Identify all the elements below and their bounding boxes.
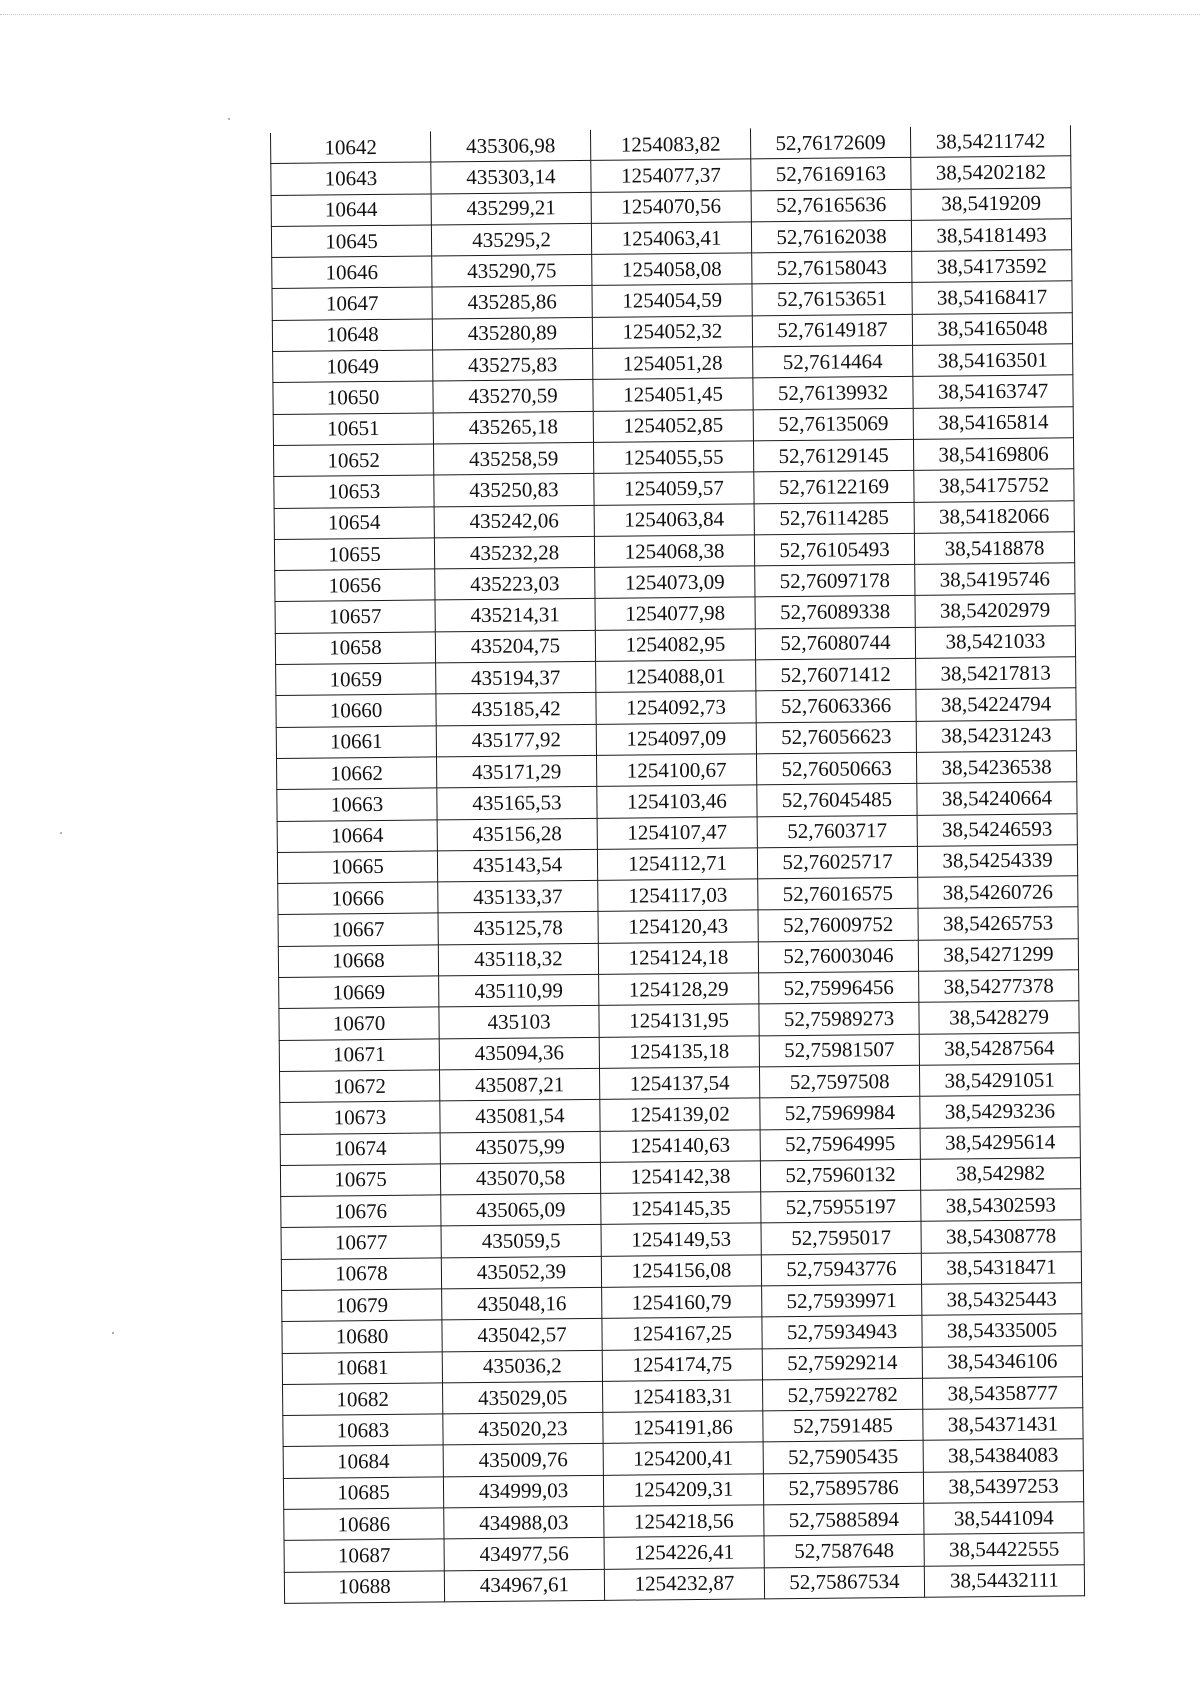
y-coordinate-cell: 1254092,73: [596, 691, 756, 724]
latitude-cell: 52,76050663: [756, 752, 916, 785]
longitude-cell: 38,542982: [920, 1158, 1080, 1191]
latitude-cell: 52,75929214: [762, 1347, 922, 1380]
point-number-cell: 10649: [273, 350, 433, 383]
latitude-cell: 52,75905435: [763, 1441, 923, 1474]
scan-top-edge: [0, 14, 1200, 15]
x-coordinate-cell: 435081,54: [440, 1100, 600, 1133]
point-number-cell: 10642: [270, 131, 430, 163]
longitude-cell: 38,54224794: [916, 688, 1076, 721]
x-coordinate-cell: 435204,75: [435, 630, 595, 663]
longitude-cell: 38,54335005: [922, 1314, 1082, 1347]
x-coordinate-cell: 435059,5: [441, 1225, 601, 1258]
latitude-cell: 52,76105493: [754, 533, 914, 566]
y-coordinate-cell: 1254052,32: [592, 316, 752, 349]
longitude-cell: 38,54181493: [911, 219, 1071, 252]
latitude-cell: 52,76169163: [751, 158, 911, 191]
y-coordinate-cell: 1254117,03: [598, 879, 758, 912]
point-number-cell: 10674: [280, 1132, 440, 1165]
longitude-cell: 38,54169806: [913, 438, 1073, 471]
latitude-cell: 52,75922782: [762, 1378, 922, 1411]
point-number-cell: 10682: [283, 1383, 443, 1416]
x-coordinate-cell: 435280,89: [432, 317, 592, 350]
x-coordinate-cell: 435232,28: [434, 536, 594, 569]
latitude-cell: 52,75885894: [764, 1503, 924, 1536]
latitude-cell: 52,7587648: [764, 1535, 924, 1568]
longitude-cell: 38,5421033: [915, 626, 1075, 659]
point-number-cell: 10688: [284, 1571, 444, 1604]
longitude-cell: 38,5419209: [911, 187, 1071, 220]
longitude-cell: 38,54231243: [916, 719, 1076, 752]
latitude-cell: 52,75981507: [759, 1034, 919, 1067]
latitude-cell: 52,75989273: [759, 1003, 919, 1036]
x-coordinate-cell: 435070,58: [440, 1162, 600, 1195]
point-number-cell: 10667: [278, 913, 438, 946]
longitude-cell: 38,54246593: [917, 813, 1077, 846]
point-number-cell: 10656: [275, 569, 435, 602]
point-number-cell: 10663: [277, 788, 437, 821]
latitude-cell: 52,76080744: [755, 627, 915, 660]
point-number-cell: 10666: [278, 882, 438, 915]
longitude-cell: 38,54217813: [916, 657, 1076, 690]
y-coordinate-cell: 1254156,08: [601, 1255, 761, 1288]
longitude-cell: 38,54163747: [913, 375, 1073, 408]
latitude-cell: 52,7614464: [753, 345, 913, 378]
y-coordinate-cell: 1254052,85: [593, 410, 753, 443]
document-table-wrapper: [270, 125, 1084, 1604]
x-coordinate-cell: 435177,92: [436, 724, 596, 757]
longitude-cell: 38,54202979: [915, 594, 1075, 627]
latitude-cell: 52,76025717: [757, 846, 917, 879]
y-coordinate-cell: 1254051,45: [593, 378, 753, 411]
y-coordinate-cell: 1254135,18: [599, 1035, 759, 1068]
x-coordinate-cell: 435295,2: [431, 223, 591, 256]
x-coordinate-cell: 435194,37: [436, 661, 596, 694]
y-coordinate-cell: 1254097,09: [596, 723, 756, 756]
y-coordinate-cell: 1254191,86: [603, 1411, 763, 1444]
x-coordinate-cell: 435270,59: [433, 380, 593, 413]
latitude-cell: 52,75895786: [763, 1472, 923, 1505]
y-coordinate-cell: 1254063,41: [591, 222, 751, 255]
point-number-cell: 10683: [283, 1414, 443, 1447]
longitude-cell: 38,54293236: [920, 1095, 1080, 1128]
longitude-cell: 38,54291051: [919, 1064, 1079, 1097]
point-number-cell: 10648: [272, 319, 432, 352]
longitude-cell: 38,54168417: [912, 281, 1072, 314]
y-coordinate-cell: 1254070,56: [591, 190, 751, 223]
longitude-cell: 38,54308778: [921, 1220, 1081, 1253]
scan-speck: [112, 1332, 114, 1334]
y-coordinate-cell: 1254139,02: [600, 1098, 760, 1131]
x-coordinate-cell: 435165,53: [437, 787, 597, 820]
y-coordinate-cell: 1254149,53: [601, 1223, 761, 1256]
point-number-cell: 10681: [282, 1351, 442, 1384]
x-coordinate-cell: 435075,99: [440, 1131, 600, 1164]
point-number-cell: 10651: [273, 413, 433, 446]
longitude-cell: 38,54240664: [917, 782, 1077, 815]
longitude-cell: 38,5441094: [924, 1502, 1084, 1535]
latitude-cell: 52,76172609: [750, 127, 910, 159]
y-coordinate-cell: 1254051,28: [593, 347, 753, 380]
y-coordinate-cell: 1254120,43: [598, 910, 758, 943]
y-coordinate-cell: 1254054,59: [592, 284, 752, 317]
point-number-cell: 10658: [275, 632, 435, 665]
longitude-cell: 38,54202182: [911, 156, 1071, 189]
point-number-cell: 10654: [274, 507, 434, 540]
point-number-cell: 10669: [279, 976, 439, 1009]
x-coordinate-cell: 435242,06: [434, 505, 594, 538]
point-number-cell: 10679: [282, 1289, 442, 1322]
x-coordinate-cell: 435052,39: [441, 1256, 601, 1289]
latitude-cell: 52,76139932: [753, 377, 913, 410]
point-number-cell: 10680: [282, 1320, 442, 1353]
coordinates-table-body: [270, 125, 1084, 1603]
longitude-cell: 38,54163501: [913, 344, 1073, 377]
latitude-cell: 52,76097178: [755, 564, 915, 597]
y-coordinate-cell: 1254073,09: [595, 566, 755, 599]
y-coordinate-cell: 1254088,01: [596, 660, 756, 693]
longitude-cell: 38,54236538: [916, 751, 1076, 784]
x-coordinate-cell: 435065,09: [441, 1193, 601, 1226]
point-number-cell: 10686: [284, 1508, 444, 1541]
point-number-cell: 10657: [275, 600, 435, 633]
longitude-cell: 38,54165814: [913, 406, 1073, 439]
point-number-cell: 10685: [283, 1477, 443, 1510]
latitude-cell: 52,76158043: [752, 252, 912, 285]
x-coordinate-cell: 435048,16: [442, 1287, 602, 1320]
longitude-cell: 38,54173592: [912, 250, 1072, 283]
longitude-cell: 38,54384083: [923, 1439, 1083, 1472]
point-number-cell: 10665: [277, 851, 437, 884]
y-coordinate-cell: 1254063,84: [594, 503, 754, 536]
point-number-cell: 10664: [277, 819, 437, 852]
y-coordinate-cell: 1254083,82: [590, 128, 750, 160]
y-coordinate-cell: 1254128,29: [599, 973, 759, 1006]
latitude-cell: 52,76063366: [756, 690, 916, 723]
latitude-cell: 52,76153651: [752, 283, 912, 316]
x-coordinate-cell: 434999,03: [443, 1475, 603, 1508]
x-coordinate-cell: 435299,21: [431, 192, 591, 225]
x-coordinate-cell: 435214,31: [435, 599, 595, 632]
x-coordinate-cell: 435290,75: [432, 255, 592, 288]
latitude-cell: 52,76056623: [756, 721, 916, 754]
longitude-cell: 38,54295614: [920, 1126, 1080, 1159]
y-coordinate-cell: 1254103,46: [597, 785, 757, 818]
point-number-cell: 10677: [281, 1226, 441, 1259]
longitude-cell: 38,54358777: [922, 1377, 1082, 1410]
latitude-cell: 52,7591485: [763, 1409, 923, 1442]
point-number-cell: 10684: [283, 1445, 443, 1478]
longitude-cell: 38,54254339: [917, 845, 1077, 878]
longitude-cell: 38,54397253: [923, 1471, 1083, 1504]
x-coordinate-cell: 435265,18: [433, 411, 593, 444]
y-coordinate-cell: 1254124,18: [598, 942, 758, 975]
y-coordinate-cell: 1254059,57: [594, 472, 754, 505]
scan-speck: [60, 832, 62, 834]
longitude-cell: 38,54260726: [918, 876, 1078, 909]
point-number-cell: 10645: [271, 225, 431, 258]
point-number-cell: 10673: [280, 1101, 440, 1134]
x-coordinate-cell: 435171,29: [436, 755, 596, 788]
point-number-cell: 10655: [274, 538, 434, 571]
latitude-cell: 52,76135069: [753, 408, 913, 441]
y-coordinate-cell: 1254200,41: [603, 1442, 763, 1475]
y-coordinate-cell: 1254107,47: [597, 816, 757, 849]
x-coordinate-cell: 435094,36: [439, 1037, 599, 1070]
point-number-cell: 10671: [279, 1039, 439, 1072]
x-coordinate-cell: 434977,56: [444, 1538, 604, 1571]
latitude-cell: 52,75996456: [759, 971, 919, 1004]
latitude-cell: 52,76149187: [752, 314, 912, 347]
x-coordinate-cell: 435133,37: [438, 881, 598, 914]
x-coordinate-cell: 435258,59: [433, 442, 593, 475]
point-number-cell: 10662: [277, 757, 437, 790]
latitude-cell: 52,76009752: [758, 909, 918, 942]
point-number-cell: 10678: [281, 1258, 441, 1291]
latitude-cell: 52,7597508: [759, 1065, 919, 1098]
longitude-cell: 38,54195746: [915, 563, 1075, 596]
y-coordinate-cell: 1254077,37: [591, 159, 751, 192]
y-coordinate-cell: 1254137,54: [599, 1067, 759, 1100]
latitude-cell: 52,76071412: [756, 658, 916, 691]
y-coordinate-cell: 1254142,38: [600, 1161, 760, 1194]
longitude-cell: 38,54165048: [912, 313, 1072, 346]
longitude-cell: 38,54265753: [918, 907, 1078, 940]
x-coordinate-cell: 435275,83: [433, 348, 593, 381]
point-number-cell: 10687: [284, 1539, 444, 1572]
x-coordinate-cell: 434988,03: [444, 1506, 604, 1539]
longitude-cell: 38,54325443: [922, 1283, 1082, 1316]
longitude-cell: 38,54318471: [921, 1251, 1081, 1284]
x-coordinate-cell: 435042,57: [442, 1319, 602, 1352]
scan-speck: [228, 118, 230, 120]
latitude-cell: 52,7595017: [761, 1222, 921, 1255]
point-number-cell: 10653: [274, 475, 434, 508]
longitude-cell: 38,54371431: [923, 1408, 1083, 1441]
longitude-cell: 38,54302593: [921, 1189, 1081, 1222]
x-coordinate-cell: 435087,21: [440, 1068, 600, 1101]
latitude-cell: 52,75939971: [762, 1284, 922, 1317]
longitude-cell: 38,5428279: [919, 1001, 1079, 1034]
y-coordinate-cell: 1254068,38: [594, 535, 754, 568]
latitude-cell: 52,75955197: [761, 1190, 921, 1223]
y-coordinate-cell: 1254160,79: [602, 1286, 762, 1319]
latitude-cell: 52,75943776: [761, 1253, 921, 1286]
x-coordinate-cell: 435125,78: [438, 912, 598, 945]
y-coordinate-cell: 1254140,63: [600, 1129, 760, 1162]
x-coordinate-cell: 435103: [439, 1006, 599, 1039]
longitude-cell: 38,54422555: [924, 1533, 1084, 1566]
x-coordinate-cell: 434967,61: [444, 1569, 604, 1602]
longitude-cell: 38,54182066: [914, 500, 1074, 533]
x-coordinate-cell: 435306,98: [430, 130, 590, 162]
x-coordinate-cell: 435303,14: [431, 161, 591, 194]
longitude-cell: 38,54175752: [914, 469, 1074, 502]
longitude-cell: 38,54346106: [922, 1345, 1082, 1378]
y-coordinate-cell: 1254131,95: [599, 1004, 759, 1037]
latitude-cell: 52,76129145: [753, 439, 913, 472]
table-row: [284, 1564, 1084, 1603]
latitude-cell: 52,76045485: [757, 784, 917, 817]
point-number-cell: 10668: [278, 945, 438, 978]
longitude-cell: 38,54277378: [919, 970, 1079, 1003]
longitude-cell: 38,54271299: [918, 938, 1078, 971]
x-coordinate-cell: 435036,2: [442, 1350, 602, 1383]
point-number-cell: 10647: [272, 287, 432, 320]
point-number-cell: 10670: [279, 1007, 439, 1040]
x-coordinate-cell: 435285,86: [432, 286, 592, 319]
y-coordinate-cell: 1254100,67: [596, 754, 756, 787]
x-coordinate-cell: 435009,76: [443, 1444, 603, 1477]
latitude-cell: 52,76016575: [758, 877, 918, 910]
latitude-cell: 52,7603717: [757, 815, 917, 848]
y-coordinate-cell: 1254082,95: [595, 629, 755, 662]
longitude-cell: 38,54432111: [924, 1564, 1084, 1597]
point-number-cell: 10652: [273, 444, 433, 477]
longitude-cell: 38,5418878: [914, 532, 1074, 565]
latitude-cell: 52,76089338: [755, 596, 915, 629]
x-coordinate-cell: 435143,54: [437, 849, 597, 882]
longitude-cell: 38,54287564: [919, 1032, 1079, 1065]
longitude-cell: 38,54211742: [910, 125, 1070, 157]
latitude-cell: 52,75969984: [760, 1097, 920, 1130]
x-coordinate-cell: 435029,05: [443, 1381, 603, 1414]
y-coordinate-cell: 1254077,98: [595, 597, 755, 630]
latitude-cell: 52,75960132: [760, 1159, 920, 1192]
y-coordinate-cell: 1254218,56: [604, 1505, 764, 1538]
point-number-cell: 10672: [280, 1070, 440, 1103]
latitude-cell: 52,76162038: [751, 220, 911, 253]
y-coordinate-cell: 1254112,71: [597, 848, 757, 881]
x-coordinate-cell: 435250,83: [434, 474, 594, 507]
point-number-cell: 10660: [276, 694, 436, 727]
latitude-cell: 52,75934943: [762, 1316, 922, 1349]
point-number-cell: 10646: [272, 256, 432, 289]
point-number-cell: 10675: [280, 1164, 440, 1197]
latitude-cell: 52,76122169: [754, 471, 914, 504]
x-coordinate-cell: 435110,99: [439, 974, 599, 1007]
y-coordinate-cell: 1254209,31: [603, 1474, 763, 1507]
y-coordinate-cell: 1254145,35: [601, 1192, 761, 1225]
latitude-cell: 52,75964995: [760, 1128, 920, 1161]
point-number-cell: 10661: [276, 726, 436, 759]
y-coordinate-cell: 1254226,41: [604, 1536, 764, 1569]
latitude-cell: 52,75867534: [764, 1566, 924, 1599]
x-coordinate-cell: 435020,23: [443, 1413, 603, 1446]
latitude-cell: 52,76114285: [754, 502, 914, 535]
y-coordinate-cell: 1254167,25: [602, 1317, 762, 1350]
point-number-cell: 10676: [281, 1195, 441, 1228]
y-coordinate-cell: 1254232,87: [604, 1567, 764, 1600]
x-coordinate-cell: 435185,42: [436, 693, 596, 726]
y-coordinate-cell: 1254055,55: [593, 441, 753, 474]
x-coordinate-cell: 435223,03: [435, 568, 595, 601]
y-coordinate-cell: 1254183,31: [602, 1380, 762, 1413]
latitude-cell: 52,76165636: [751, 189, 911, 222]
latitude-cell: 52,76003046: [758, 940, 918, 973]
point-number-cell: 10644: [271, 194, 431, 227]
x-coordinate-cell: 435156,28: [437, 818, 597, 851]
y-coordinate-cell: 1254058,08: [592, 253, 752, 286]
point-number-cell: 10643: [271, 162, 431, 195]
point-number-cell: 10650: [273, 381, 433, 414]
y-coordinate-cell: 1254174,75: [602, 1348, 762, 1381]
x-coordinate-cell: 435118,32: [438, 943, 598, 976]
coordinates-table: [270, 125, 1085, 1604]
point-number-cell: 10659: [276, 663, 436, 696]
